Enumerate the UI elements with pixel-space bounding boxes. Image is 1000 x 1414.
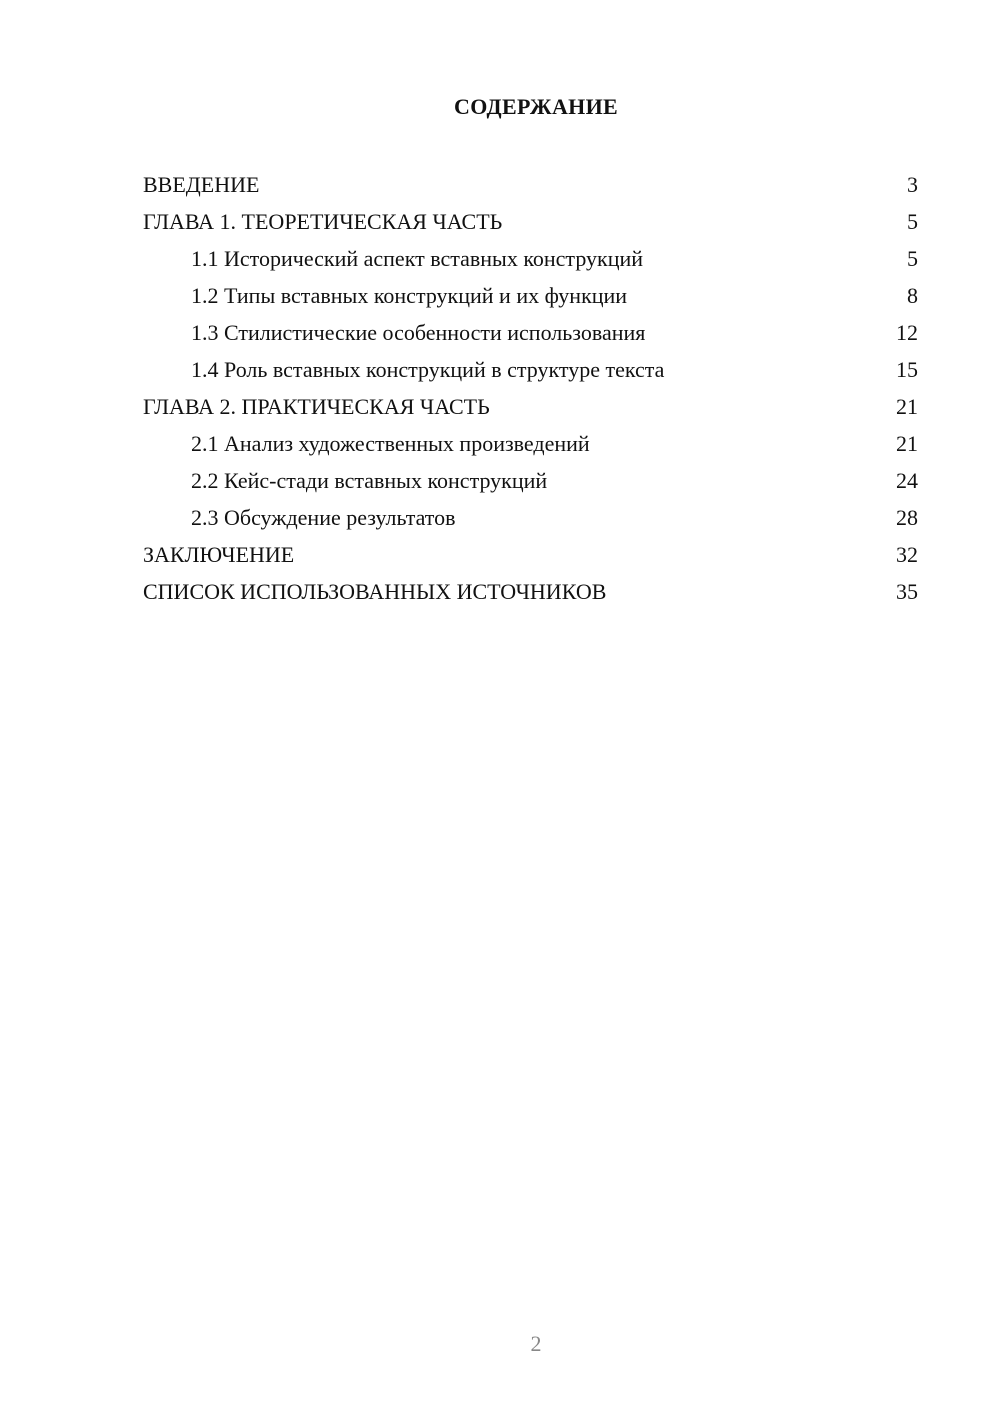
toc-entry-page: 12	[896, 320, 918, 345]
toc-entry-page: 28	[896, 505, 918, 530]
toc-entry-label: 2.1 Анализ художественных произведений	[191, 431, 590, 456]
toc-entry-section-1-4[interactable]	[143, 351, 918, 388]
toc-entry-label: 2.2 Кейс-стади вставных конструкций	[191, 468, 548, 493]
toc-entry-page: 5	[907, 209, 918, 234]
toc-entry-page: 32	[896, 542, 918, 567]
toc-entry-label: СПИСОК ИСПОЛЬЗОВАННЫХ ИСТОЧНИКОВ	[143, 579, 607, 604]
toc-entry-page: 8	[907, 283, 918, 308]
toc-entry-label: 1.2 Типы вставных конструкций и их функции	[191, 283, 628, 308]
toc-entry-section-2-3[interactable]	[143, 499, 918, 536]
toc-entry-label: 1.1 Исторический аспект вставных конструкций	[191, 246, 644, 271]
toc-entry-page: 35	[896, 579, 918, 604]
toc-entry-page: 21	[896, 431, 918, 456]
toc-entry-label: ГЛАВА 2. ПРАКТИЧЕСКАЯ ЧАСТЬ	[143, 394, 490, 419]
toc-entry-introduction[interactable]	[143, 166, 918, 203]
toc-entry-page: 3	[907, 172, 918, 197]
toc-entry-label: 1.3 Стилистические особенности использования	[191, 320, 646, 345]
toc-entry-label: 2.3 Обсуждение результатов	[191, 505, 456, 530]
toc-entry-section-2-1[interactable]	[143, 425, 918, 462]
toc-entry-section-1-3[interactable]	[143, 314, 918, 351]
toc-entry-page: 5	[907, 246, 918, 271]
toc-entry-section-1-2[interactable]	[143, 277, 918, 314]
toc-entry-conclusion[interactable]	[143, 536, 918, 573]
page-title: СОДЕРЖАНИЕ	[454, 94, 618, 119]
toc-entry-label: 1.4 Роль вставных конструкций в структуре текста	[191, 357, 665, 382]
toc-entry-label: ВВЕДЕНИЕ	[143, 172, 260, 197]
toc-entry-page: 21	[896, 394, 918, 419]
toc-entry-section-1-1[interactable]	[143, 240, 918, 277]
toc-entry-chapter-1[interactable]	[143, 203, 918, 240]
toc-entry-page: 24	[896, 468, 918, 493]
toc-entry-label: ГЛАВА 1. ТЕОРЕТИЧЕСКАЯ ЧАСТЬ	[143, 209, 503, 234]
toc-entry-page: 15	[896, 357, 918, 382]
toc-entry-label: ЗАКЛЮЧЕНИЕ	[143, 542, 295, 567]
toc-entry-chapter-2[interactable]	[143, 388, 918, 425]
table-of-contents	[143, 166, 918, 610]
toc-entry-references[interactable]	[143, 573, 918, 610]
toc-entry-section-2-2[interactable]	[143, 462, 918, 499]
page-number: 2	[530, 1331, 542, 1356]
